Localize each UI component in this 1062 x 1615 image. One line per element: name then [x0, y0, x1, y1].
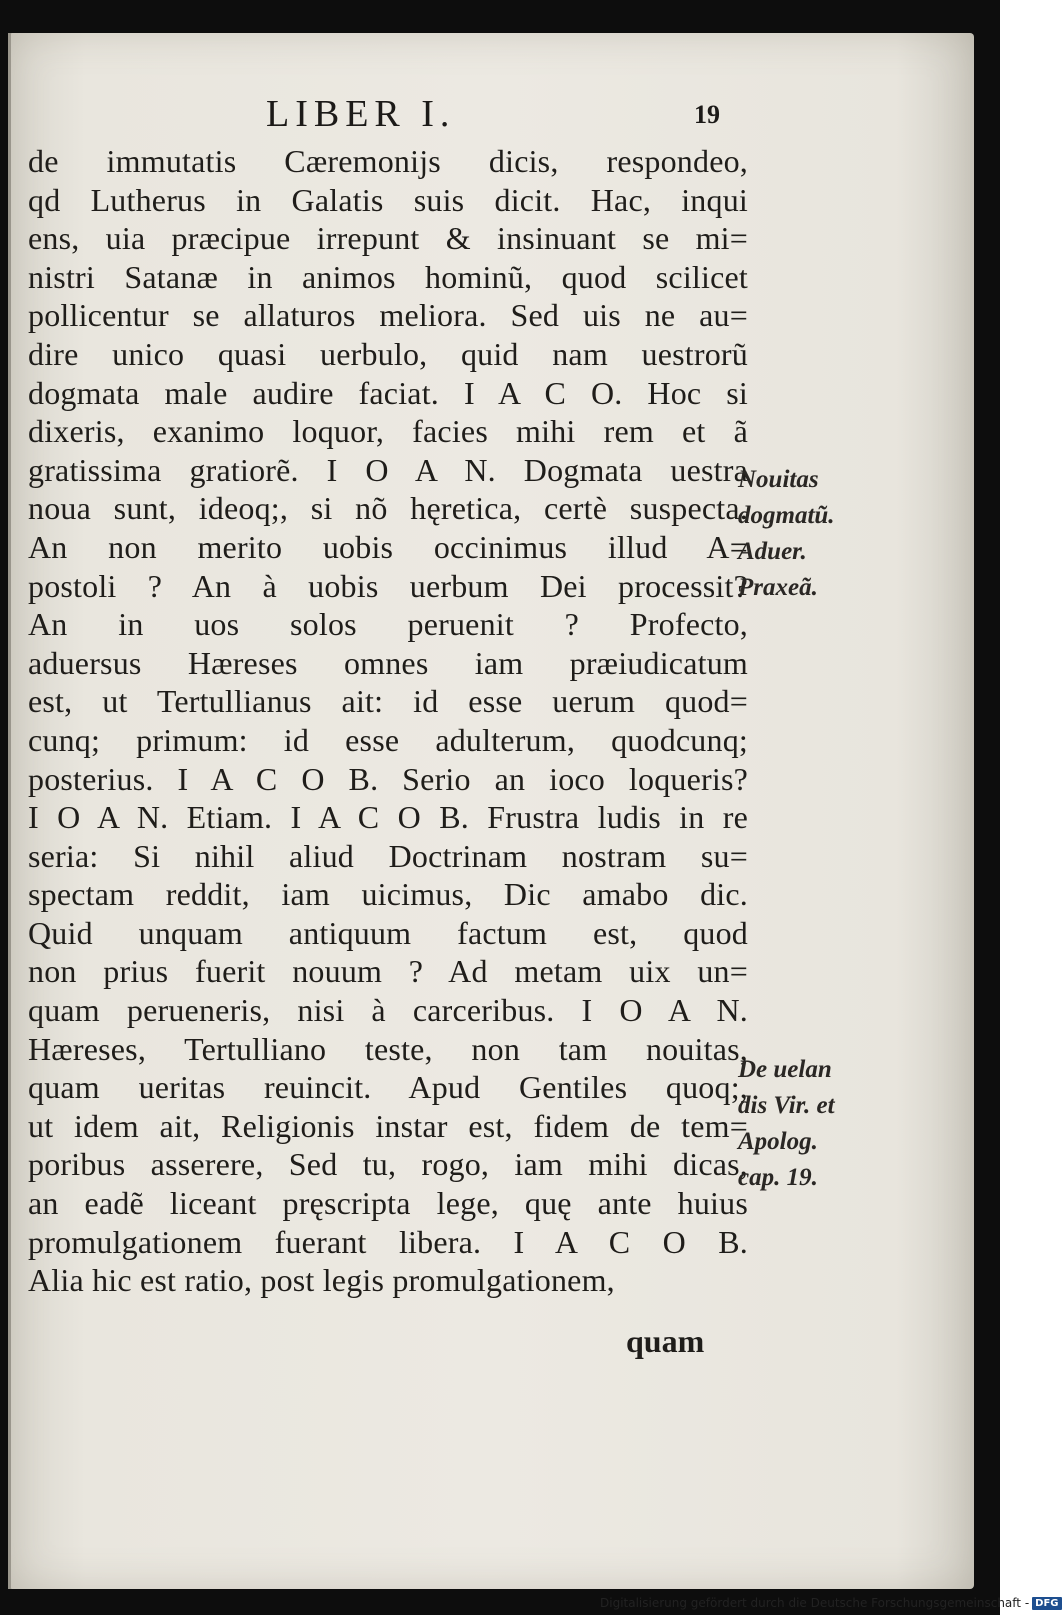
text-line: seria: Si nihil aliud Doctrinam nostram su=: [28, 837, 748, 874]
margin-note-line: Nouitas: [738, 466, 819, 493]
text-line: An non merito uobis occinimus illud A=: [28, 528, 748, 565]
margin-note-line: De uelan: [738, 1056, 832, 1083]
margin-note-line: Apolog.: [738, 1128, 818, 1155]
text-line: Hæreses, Tertulliano teste, non tam nouitas,: [28, 1030, 748, 1067]
margin-note-de-velandis: [738, 1052, 835, 1196]
margin-note-line: cap. 19.: [738, 1164, 818, 1191]
text-line: aduersus Hæreses omnes iam præiudicatum: [28, 644, 748, 681]
text-line: qd Lutherus in Galatis suis dicit. Hac, inqui: [28, 181, 748, 218]
margin-note-line: dis Vir. et: [738, 1092, 835, 1119]
text-line: I O A N. Etiam. I A C O B. Frustra ludis in re: [28, 799, 748, 836]
catchword: quam: [626, 1323, 705, 1359]
margin-note-line: Praxeã.: [738, 574, 818, 601]
text-line: ens, uia præcipue irrepunt & insinuant se mi=: [28, 220, 748, 257]
text-line: dixeris, exanimo loquor, facies mihi rem et ã: [28, 413, 748, 450]
text-line: gratissima gratiorẽ. I O A N. Dogmata uestra: [28, 451, 748, 488]
running-title: LIBER I.: [266, 93, 456, 135]
margin-note-line: Aduer.: [738, 538, 807, 565]
text-line: de immutatis Cæremonijs dicis, respondeo,: [28, 143, 748, 179]
text-line: quam ueritas reuincit. Apud Gentiles quoq;,: [28, 1069, 748, 1106]
text-line: an eadẽ liceant pręscripta lege, quę ante huius: [28, 1185, 748, 1222]
text-line: dire unico quasi uerbulo, quid nam uestrorũ: [28, 335, 748, 372]
credit-text: Digitalisierung gefördert durch die Deutsche Forschungsgemeinschaft -: [600, 1596, 1030, 1610]
text-line: est, ut Tertullianus ait: id esse uerum quod=: [28, 683, 748, 720]
text-line: spectam reddit, iam uicimus, Dic amabo dic.: [28, 876, 748, 913]
text-line: quam perueneris, nisi à carceribus. I O A N.: [28, 992, 748, 1029]
text-line: non prius fuerit nouum ? Ad metam uix un=: [28, 953, 748, 990]
text-line: promulgationem fuerant libera. I A C O B.: [28, 1223, 748, 1260]
text-line: poribus asserere, Sed tu, rogo, iam mihi dicas,: [28, 1146, 748, 1183]
text-line: nistri Satanæ in animos hominũ, quod scilicet: [28, 258, 748, 295]
text-line: Quid unquam antiquum factum est, quod: [28, 914, 748, 951]
body-text: [28, 142, 748, 1300]
text-line: Alia hic est ratio, post legis promulgationem,: [28, 1262, 615, 1299]
folio-number: 19: [694, 100, 720, 129]
margin-note-novitas: [738, 462, 835, 606]
text-line: An in uos solos peruenit ? Profecto,: [28, 606, 748, 643]
text-line: ut idem ait, Religionis instar est, fidem de tem=: [28, 1107, 748, 1144]
text-line: cunq; primum: id esse adulterum, quodcunq;: [28, 721, 748, 758]
text-line: postoli ? An à uobis uerbum Dei processit?: [28, 567, 748, 604]
text-line: posterius. I A C O B. Serio an ioco loqueris?: [28, 760, 748, 797]
page-gutter-edge: [8, 33, 11, 1589]
digitization-credit: [600, 1596, 1062, 1610]
dfg-logo: DFG: [1032, 1597, 1061, 1610]
text-line: dogmata male audire faciat. I A C O. Hoc si: [28, 374, 748, 411]
margin-note-line: dogmatũ.: [738, 502, 835, 529]
text-line: pollicentur se allaturos meliora. Sed uis ne au=: [28, 297, 748, 334]
text-line: noua sunt, ideoq;, si nõ hęretica, certè suspecta.: [28, 490, 748, 527]
